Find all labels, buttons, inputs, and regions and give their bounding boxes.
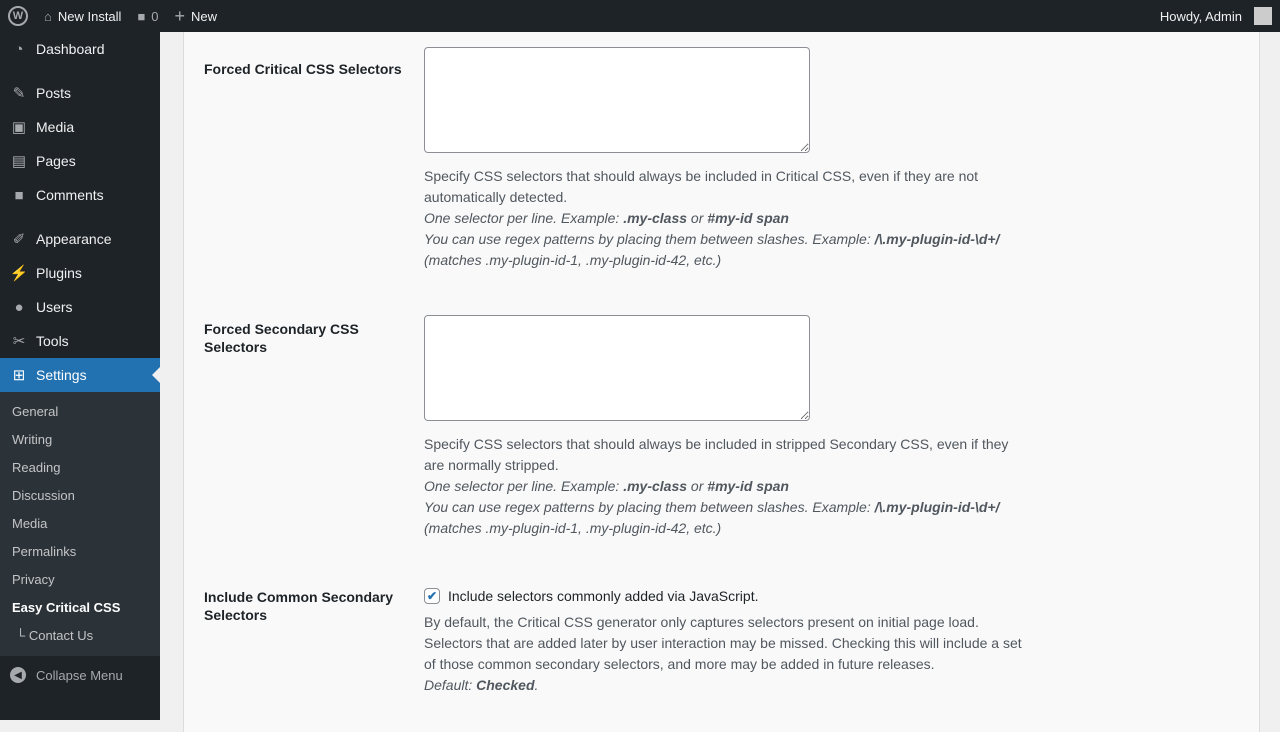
sidebar-item-settings[interactable] xyxy=(0,358,160,392)
field-label: Forced Critical CSS Selectors xyxy=(204,61,402,77)
brush-icon: ✐ xyxy=(12,231,26,248)
submenu-item[interactable]: Discussion xyxy=(12,488,75,503)
collapse-icon: ◀ xyxy=(10,667,26,683)
pin-icon: ✎ xyxy=(12,85,26,102)
sidebar-item-tools[interactable] xyxy=(0,324,160,358)
sidebar-item-label: Tools xyxy=(36,333,69,349)
sidebar-item-label: Plugins xyxy=(36,265,82,281)
sidebar-item-dashboard[interactable] xyxy=(0,32,160,66)
new-label: New xyxy=(191,8,218,24)
admin-sidebar xyxy=(0,32,160,720)
settings-submenu xyxy=(0,392,160,656)
sidebar-item-label: Comments xyxy=(36,187,104,203)
new-content-button[interactable] xyxy=(167,0,226,32)
submenu-item[interactable]: Permalinks xyxy=(12,544,77,559)
comment-count: 0 xyxy=(151,8,159,24)
sidebar-item-users[interactable] xyxy=(0,290,160,324)
submenu-item[interactable]: └ Contact Us xyxy=(16,628,94,643)
sidebar-item-label: Users xyxy=(36,299,73,315)
sidebar-item-pages[interactable] xyxy=(0,144,160,178)
admin-bar xyxy=(0,0,1280,32)
sidebar-item-label: Appearance xyxy=(36,231,112,247)
sidebar-item-label: Media xyxy=(36,119,75,135)
collapse-menu-button[interactable] xyxy=(0,658,160,692)
pages-icon: ▤ xyxy=(11,153,27,170)
user-icon: ● xyxy=(14,298,24,316)
comment-icon: ■ xyxy=(137,8,146,24)
howdy-label: Howdy, Admin xyxy=(1159,8,1242,24)
submenu-item[interactable]: Media xyxy=(12,516,48,531)
submenu-item[interactable]: Privacy xyxy=(12,572,55,587)
sidebar-item-comments[interactable] xyxy=(0,178,160,212)
submenu-item[interactable]: Writing xyxy=(12,432,53,447)
comments-link[interactable] xyxy=(129,0,166,32)
home-icon: ⌂ xyxy=(44,8,52,24)
include-common-checkbox-label[interactable] xyxy=(424,588,1024,604)
sidebar-item-label: Pages xyxy=(36,153,76,169)
dashboard-icon: ◔ xyxy=(14,40,24,58)
sidebar-item-label: Posts xyxy=(36,85,72,101)
sidebar-item-label: Settings xyxy=(36,367,87,383)
plus-icon: + xyxy=(174,5,186,26)
site-name: New Install xyxy=(57,8,122,24)
avatar xyxy=(1254,7,1272,25)
submenu-item[interactable]: Easy Critical CSS xyxy=(12,600,121,615)
collapse-label: Collapse Menu xyxy=(36,667,123,683)
checkbox-text: Include selectors commonly added via JavaScript. xyxy=(448,588,759,604)
sidebar-item-appearance[interactable] xyxy=(0,222,160,256)
field-label: Include Common Secondary Selectors xyxy=(204,589,394,623)
forced-secondary-selectors-textarea[interactable] xyxy=(424,315,810,421)
submenu-item[interactable]: General xyxy=(12,404,59,419)
settings-panel xyxy=(183,32,1260,732)
wordpress-icon: W xyxy=(8,6,28,26)
submenu-item[interactable]: Reading xyxy=(12,460,61,475)
sidebar-item-plugins[interactable] xyxy=(0,256,160,290)
include-common-checkbox[interactable]: ✔ xyxy=(424,588,440,604)
forced-critical-selectors-textarea[interactable] xyxy=(424,47,810,153)
wrench-icon: ✂ xyxy=(12,333,26,350)
sidebar-item-media[interactable] xyxy=(0,110,160,144)
comment-icon: ■ xyxy=(14,186,24,204)
sidebar-item-label: Dashboard xyxy=(36,41,105,57)
wordpress-logo-button[interactable] xyxy=(0,0,36,32)
site-name-link[interactable] xyxy=(36,0,129,32)
plugin-icon: ⚡ xyxy=(9,265,29,282)
media-icon: ▣ xyxy=(11,119,27,136)
settings-icon: ⊞ xyxy=(12,367,26,384)
field-label: Forced Secondary CSS Selectors xyxy=(204,321,359,355)
field-description: Specify CSS selectors that should always be included in Critical CSS, even if they are not automatically detected. One selector per line. Example: .my-class or #my-id span You can use regex patterns by placing them between slashes. Example: /\.my-plugin-id-\d+/ (matches .my-plugin-id-1, .my-plugin-id-42, etc.) xyxy=(424,168,1000,268)
sidebar-item-posts[interactable] xyxy=(0,76,160,110)
field-description: Specify CSS selectors that should always be included in stripped Secondary CSS, even if they are normally stripped. One selector per line. Example: .my-class or #my-id span You can use regex patterns by placing them between slashes. Example: /\.my-plugin-id-\d+/ (matches .my-plugin-id-1, .my-plugin-id-42, etc.) xyxy=(424,436,1009,536)
field-description: By default, the Critical CSS generator only captures selectors present on initial page load. Selectors that are added later by user interaction may be missed. Checking this will include a set of those common secondary selectors, and more may be added in future releases. Default: Checked. xyxy=(424,614,1022,693)
account-menu[interactable] xyxy=(1152,0,1280,32)
